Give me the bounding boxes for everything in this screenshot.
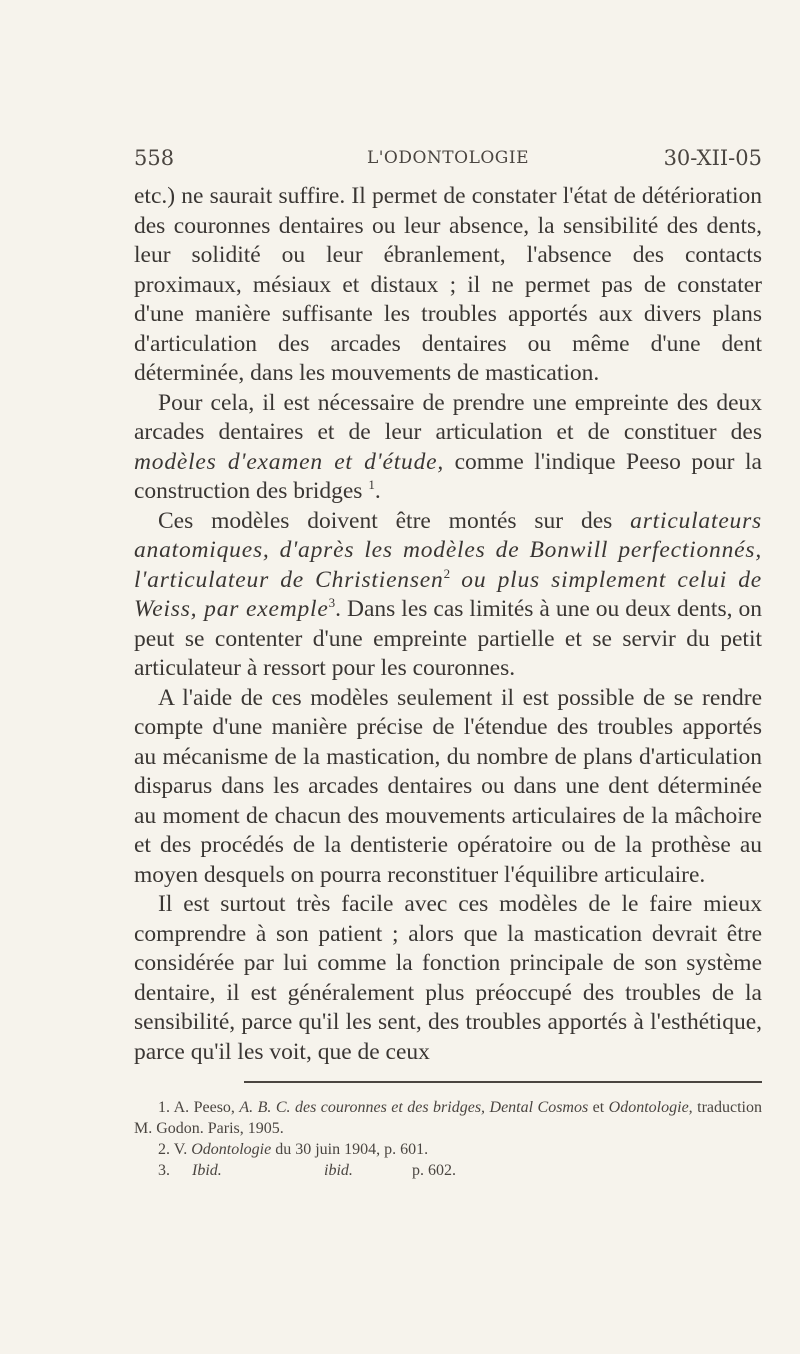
footnotes	[134, 1097, 762, 1181]
footnote-2	[134, 1139, 762, 1160]
paragraph-3-italic-2: ou plus simplement celui de Weiss, par exemple	[134, 566, 762, 622]
footnote-3-number: 3.	[158, 1162, 170, 1179]
paragraph-3-text-a: Ces modèles doivent être montés sur des	[158, 507, 631, 534]
journal-title: L'ODONTOLOGIE	[366, 148, 530, 168]
paragraph-3-text-b: . Dans les cas limités à une ou deux dents, on peut se contenter d'une empreinte partielle et se servir du petit articulateur à ressort pour les couronnes.	[134, 596, 762, 681]
body-text	[134, 182, 762, 1067]
footnote-3-ibid-1: Ibid.	[192, 1162, 222, 1179]
paragraph-2	[134, 389, 762, 507]
page-number: 558	[134, 146, 175, 170]
issue-date: 30-XII-05	[663, 146, 762, 170]
footnote-3-page: p. 602.	[412, 1162, 456, 1179]
paragraph-2-text-a: Pour cela, il est nécessaire de prendre une empreinte des deux arcades dentaires et de leur articulation et de constituer des	[134, 389, 762, 445]
paragraph-2-text-b: comme l'indique Peeso pour la construction des bridges	[134, 448, 762, 504]
footnote-2-italic: Odontologie	[191, 1141, 272, 1158]
footnote-2-text-b: du 30 juin 1904, p. 601.	[271, 1141, 429, 1158]
footnote-1	[134, 1097, 762, 1139]
paragraph-1: etc.) ne saurait suffire. Il permet de constater l'état de détérioration des couronnes dentaires ou leur absence, la sensibilité des dents, leur solidité ou leur ébranlement, l'absence des contacts proximaux, mésiaux et distaux ; il ne permet pas de constater d'une manière suffisante les troubles apportés aux divers plans d'articulation des arcades dentaires ou même d'une dent déterminée, dans les mouvements de mastication.	[134, 183, 762, 386]
footnote-ref-1: 1	[368, 477, 375, 493]
paragraph-4: A l'aide de ces modèles seulement il est possible de se rendre compte d'une manière précise de l'étendue des troubles apportés au mécanisme de la mastication, du nombre de plans d'articulation disparus dans les arcades dentaires ou dans une dent déterminée au moment de chacun des mouvements articulaires de la mâchoire et des procédés de la dentisterie opératoire ou de la prothèse au moyen desquels on pourra reconstituer l'équilibre articulaire.	[134, 684, 762, 888]
book-page	[134, 146, 762, 1181]
footnote-2-text-a: 2. V.	[158, 1141, 192, 1158]
footnote-3-ibid-2: ibid.	[324, 1162, 353, 1179]
footnote-ref-2: 2	[443, 565, 451, 581]
footnote-1-text-a: 1. A. Peeso,	[158, 1099, 240, 1116]
footnote-1-italic-1: A. B. C. des couronnes et des bridges, Dental Cosmos	[239, 1099, 589, 1116]
footnote-1-text-c: traduction M. Godon. Paris, 1905.	[134, 1099, 762, 1137]
paragraph-2-text-c: .	[374, 478, 381, 504]
running-header	[134, 146, 762, 174]
paragraph-5: Il est surtout très facile avec ces modèles de le faire mieux comprendre à son patient ; alors que la mastication devrait être considérée par lui comme la fonction principale de son système dentaire, il est généralement plus préoccupé des troubles de la sensibilité, parce qu'il les sent, des troubles apportés à l'esthétique, parce qu'il les voit, que de ceux	[134, 891, 762, 1065]
paragraph-3	[134, 507, 762, 684]
footnote-3	[134, 1160, 762, 1181]
paragraph-3-italic-1: articulateurs anatomiques, d'après les modèles de Bonwill perfectionnés, l'articulateur de Christiensen	[134, 507, 762, 593]
footnote-rule	[244, 1081, 762, 1083]
footnote-ref-3: 3	[328, 595, 336, 611]
footnote-1-text-b: et	[588, 1099, 609, 1116]
paragraph-2-italic: modèles d'examen et d'étude,	[134, 448, 445, 475]
footnote-1-italic-2: Odontologie,	[608, 1099, 693, 1116]
